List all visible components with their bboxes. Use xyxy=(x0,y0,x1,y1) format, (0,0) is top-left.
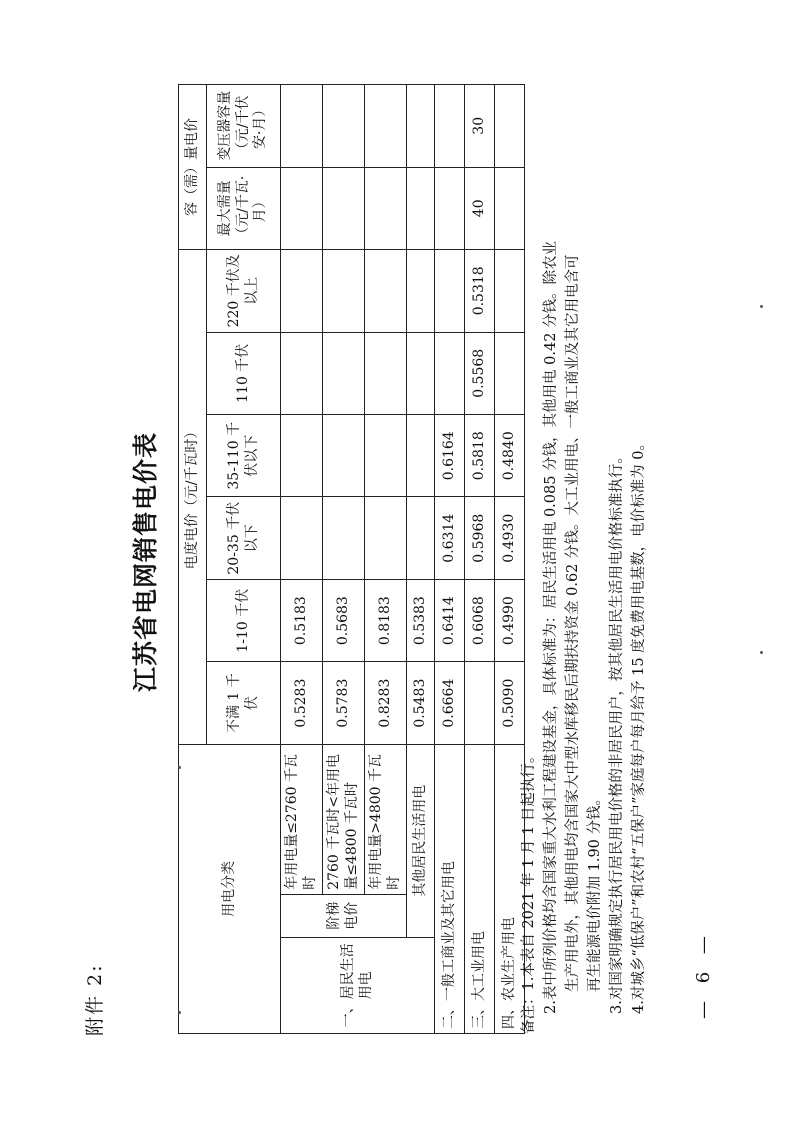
attachment-label: 附件 2: xyxy=(84,963,106,1036)
scan-speck xyxy=(178,1011,181,1014)
header-capacity-price: 容（需）量电价 xyxy=(179,85,207,250)
table-cell xyxy=(365,497,407,579)
table-cell: 0.5783 xyxy=(323,662,365,744)
price-table xyxy=(178,84,525,1034)
note-line: 备注：1.本表自 2021 年 1 月 1 日起执行。 xyxy=(521,748,537,1034)
table-cell: 0.5818 xyxy=(465,415,495,497)
table-cell: 0.6664 xyxy=(435,662,465,744)
table-cell xyxy=(281,167,323,249)
table-cell: 0.5568 xyxy=(465,332,495,414)
table-cell: 0.8283 xyxy=(365,662,407,744)
table-cell: 0.6314 xyxy=(435,497,465,579)
table-cell xyxy=(365,85,407,168)
row-label-commercial: 二、一般工商业及其它用电 xyxy=(435,744,465,1033)
table-cell xyxy=(323,497,365,579)
table-cell xyxy=(407,167,435,249)
page-title: 江苏省电网销售电价表 xyxy=(131,432,160,693)
header-category: 用电分类 xyxy=(179,744,281,1033)
row-label-industrial: 三、大工业用电 xyxy=(465,744,495,1033)
table-cell xyxy=(281,497,323,579)
notes xyxy=(518,74,650,1034)
table-cell xyxy=(365,167,407,249)
table-cell: 0.5483 xyxy=(407,662,435,744)
table-cell: 0.6164 xyxy=(435,415,465,497)
table-cell: 0.5683 xyxy=(323,579,365,661)
table-cell xyxy=(365,332,407,414)
page-number: — 6 — xyxy=(693,930,714,1019)
table-cell: 0.5318 xyxy=(465,250,495,333)
table-cell xyxy=(465,662,495,744)
table-cell xyxy=(435,85,465,168)
table-cell: 0.8183 xyxy=(365,579,407,661)
table-cell: 0.6414 xyxy=(435,579,465,661)
header-voltage: 20-35 千伏以下 xyxy=(207,497,281,579)
table-cell: 0.5968 xyxy=(465,497,495,579)
note-line: 生产用电外，其他用电均含国家大中型水库移民后期扶持资金 0.62 分钱。大工业用电、一般工商业及其它用电含可 xyxy=(565,254,581,992)
table-cell xyxy=(323,167,365,249)
table-cell xyxy=(407,497,435,579)
table-cell: 0.4990 xyxy=(495,579,525,661)
table-cell xyxy=(407,250,435,333)
scan-speck xyxy=(178,766,181,769)
table-cell xyxy=(365,250,407,333)
tier-label: 年用电量>4800 千瓦时 xyxy=(365,744,407,894)
table-cell xyxy=(323,85,365,168)
table-cell xyxy=(407,332,435,414)
table-cell: 30 xyxy=(465,85,495,168)
header-voltage: 1-10 千伏 xyxy=(207,579,281,661)
table-cell: 0.4840 xyxy=(495,415,525,497)
table-cell: 40 xyxy=(465,167,495,249)
scan-speck xyxy=(760,305,763,308)
table-cell xyxy=(281,250,323,333)
note-line: 2.表中所列价格均含国家重大水利工程建设基金，具体标准为：居民生活用电 0.085 分钱，其他用电 0.42 分钱。除农业 xyxy=(543,240,559,1014)
table-cell xyxy=(435,332,465,414)
note-line: 4.对城乡“低保户”和农村“五保户”家庭每户每月给予 15 度免费用电基数，电价标准为 0。 xyxy=(631,436,647,1014)
table-cell: 0.6068 xyxy=(465,579,495,661)
table-cell: 0.4930 xyxy=(495,497,525,579)
header-max-demand: 最大需量（元/千瓦·月） xyxy=(207,167,281,249)
table-cell xyxy=(407,415,435,497)
header-voltage: 220 千伏及以上 xyxy=(207,250,281,333)
header-voltage: 35-110 千伏以下 xyxy=(207,415,281,497)
row-label-residential: 一、居民生活用电 xyxy=(281,937,435,1033)
table-cell xyxy=(435,250,465,333)
table-cell xyxy=(323,250,365,333)
header-voltage: 不满 1 千伏 xyxy=(207,662,281,744)
tier-label: 年用电量≤2760 千瓦时 xyxy=(281,744,323,894)
table-cell xyxy=(281,85,323,168)
header-energy-price: 电度电价（元/千瓦时） xyxy=(179,250,207,745)
table-cell xyxy=(281,332,323,414)
table-row xyxy=(281,85,323,1034)
table-cell: 0.5090 xyxy=(495,662,525,744)
tier-label: 2760 千瓦时<年用电量≤4800 千瓦时 xyxy=(323,744,365,894)
table-row xyxy=(365,85,407,1034)
table-row xyxy=(323,85,365,1034)
header-voltage: 110 千伏 xyxy=(207,332,281,414)
row-label-other-residential: 其他居民生活用电 xyxy=(407,744,435,937)
table-row xyxy=(435,85,465,1034)
table-row xyxy=(407,85,435,1034)
scan-speck xyxy=(760,651,763,654)
table-cell: 0.5283 xyxy=(281,662,323,744)
note-line: 再生能源电价附加 1.90 分钱。 xyxy=(587,790,603,992)
row-label-agriculture: 四、农业生产用电 xyxy=(495,744,525,1033)
table-cell xyxy=(323,415,365,497)
header-transformer-capacity: 变压器容量（元/千伏安·月） xyxy=(207,85,281,168)
note-line: 3.对国家明确规定执行居民用电价格的非居民用户，按其他居民生活用电价格标准执行。 xyxy=(609,449,625,1014)
table-cell xyxy=(323,332,365,414)
table-row xyxy=(465,85,495,1034)
table-cell xyxy=(365,415,407,497)
table-cell: 0.5383 xyxy=(407,579,435,661)
table-cell: 0.5183 xyxy=(281,579,323,661)
table-cell xyxy=(281,415,323,497)
table-cell xyxy=(407,85,435,168)
table-cell xyxy=(435,167,465,249)
row-label-tiered: 阶梯电价 xyxy=(281,894,407,937)
